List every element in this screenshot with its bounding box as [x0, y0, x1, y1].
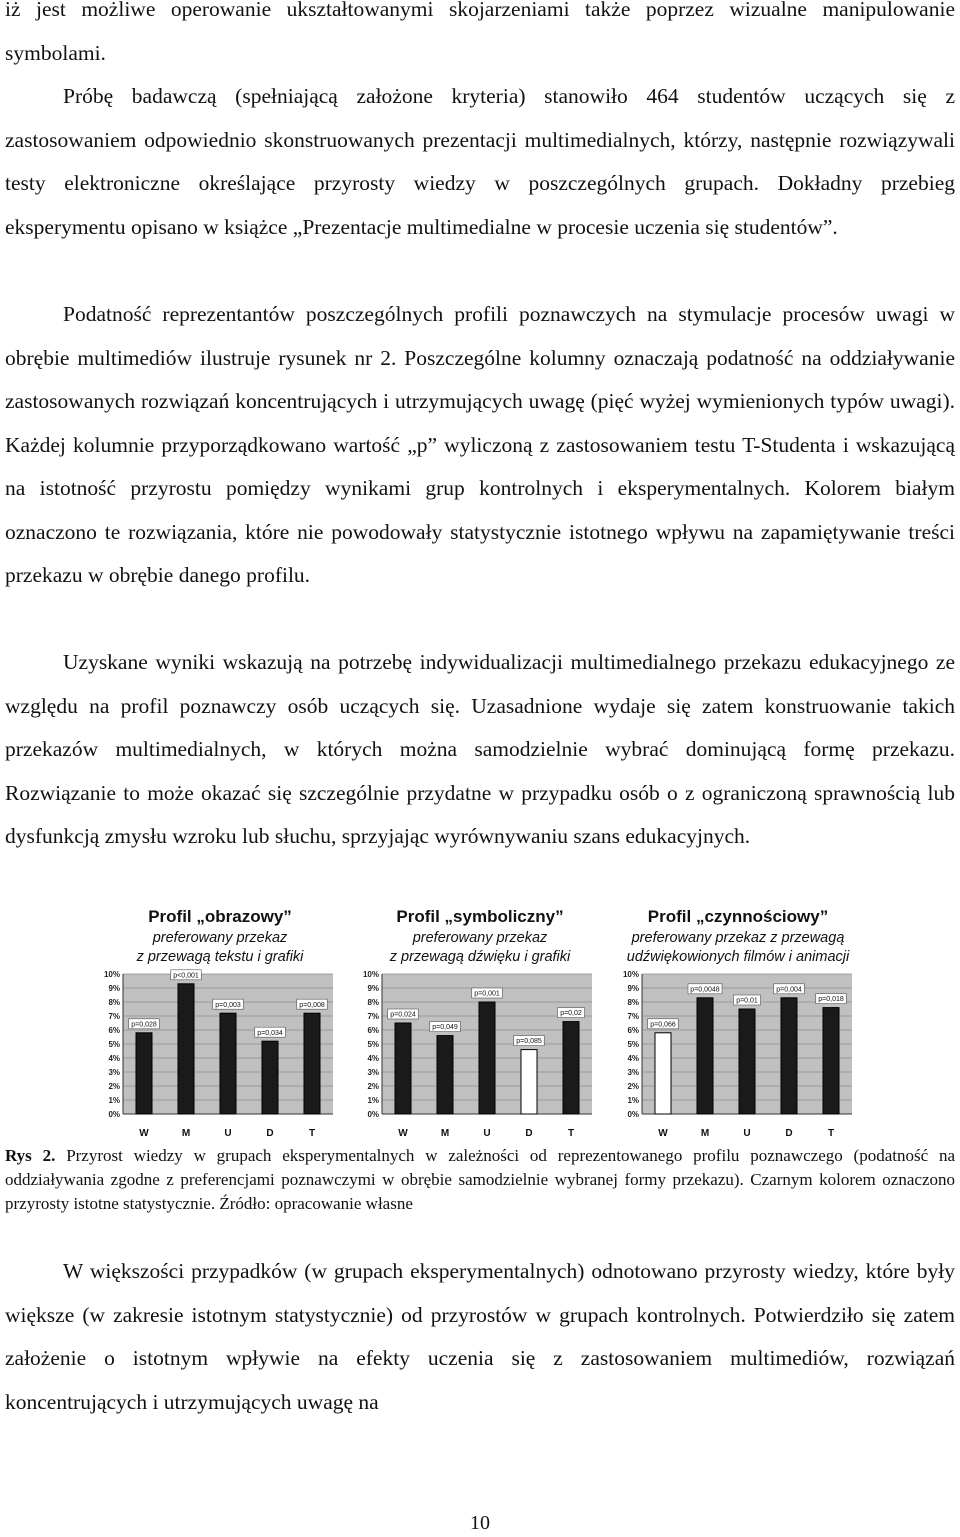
x-category-label: T — [308, 1128, 316, 1139]
y-tick-label: 0% — [108, 1110, 120, 1119]
y-tick-label: 10% — [362, 970, 379, 979]
y-tick-label: 8% — [367, 998, 379, 1007]
x-category-label: U — [483, 1128, 491, 1139]
x-category-label: W — [658, 1128, 668, 1139]
caption-label: Rys 2. — [5, 1146, 56, 1165]
p-value-label: p=0,008 — [299, 1001, 325, 1009]
paragraph-2: Próbę badawczą (spełniającą założone kryteria) stanowiło 464 studentów uczących się z zastosowaniem odpowiednio skonstruowanych prezentacji multimedialnych, którzy, następnie rozwiązywali testy elektroniczne określające przyrosty wiedzy w poszczególnych grupach. Dokładny przebieg eksperymentu opisano w książce „Prezentacje multimedialne w procesie uczenia się studentów”. — [5, 84, 955, 239]
bar — [655, 1033, 671, 1114]
chart-1-header — [80, 905, 360, 967]
bar — [220, 1013, 236, 1114]
bar — [563, 1022, 579, 1114]
p-value-label: p=0,02 — [560, 1010, 582, 1018]
page-number: 10 — [470, 1512, 490, 1534]
bar — [823, 1008, 839, 1114]
chart-2-subtitle-line-1: preferowany przekaz — [412, 930, 548, 946]
paragraph-1: iż jest możliwe operowanie ukształtowanymi skojarzeniami także poprzez wizualne manipulowanie symbolami. — [5, 0, 955, 65]
x-category-label: U — [224, 1128, 232, 1139]
paragraph-4: Uzyskane wyniki wskazują na potrzebę indywidualizacji multimedialnego przekazu edukacyjnego ze względu na profil poznawczy osób uczących się. Uzasadnione wydaje się zatem konstruowanie takich przekazów multimedialnych, w których można samodzielnie wybrać dominującą formę przekazu. Rozwiązanie to może okazać się szczególnie przydatne w przypadku osób o z ograniczoną sprawnością lub dysfunkcją zmysłu wzroku lub słuchu, sprzyjając wyrównywaniu szans edukacyjnych. — [5, 650, 955, 848]
y-tick-label: 1% — [108, 1096, 120, 1105]
x-category-label: U — [743, 1128, 751, 1139]
y-tick-label: 6% — [108, 1026, 120, 1035]
x-category-label: T — [567, 1128, 575, 1139]
paragraph-3: Podatność reprezentantów poszczególnych profili poznawczych na stymulacje procesów uwagi w obrębie multimediów ilustruje rysunek nr 2. Poszczególne kolumny oznaczają podatność na oddziaływanie zastosowanych rozwiązań koncentrujących i utrzymujących uwagę (pięć wyżej wymienionych typów uwagi). Każdej kolumnie przyporządkowano wartość „p” wyliczoną z zastosowaniem testu T-Studenta i wskazującą na istotność przyrostu pomiędzy wynikami grup kontrolnych i eksperymentalnych. Kolorem białym oznaczono te rozwiązania, które nie powodowały statystycznie istotnego wpływu na zapamiętywanie treści przekazu w obrębie danego profilu. — [5, 302, 955, 587]
y-tick-label: 5% — [627, 1040, 639, 1049]
y-tick-label: 10% — [622, 970, 639, 979]
y-tick-label: 8% — [627, 998, 639, 1007]
y-tick-label: 9% — [108, 984, 120, 993]
paragraph-5: W większości przypadków (w grupach eksperymentalnych) odnotowano przyrosty wiedzy, które były większe (w zakresie istotnym statystycznie) od przyrostów w grupach kontrolnych. Potwierdziło się zatem założenie o istotnym wpływie na efekty uczenia się z zastosowaniem multimediów, rozwiązań koncentrujących i utrzymujących uwagę na — [5, 1259, 955, 1414]
chart-3 — [612, 966, 862, 1140]
y-tick-label: 1% — [627, 1096, 639, 1105]
p-value-label: p=0,034 — [257, 1029, 283, 1037]
chart-3-subtitle-line-1: preferowany przekaz z przewagą — [631, 930, 845, 946]
p-value-label: p=0,01 — [736, 997, 758, 1005]
p-value-label: p=0,0048 — [690, 986, 720, 994]
y-tick-label: 5% — [367, 1040, 379, 1049]
y-tick-label: 3% — [108, 1068, 120, 1077]
bar — [437, 1036, 453, 1114]
p-value-label: p=0,028 — [131, 1021, 157, 1029]
x-category-label: D — [525, 1128, 533, 1139]
x-category-label: M — [700, 1128, 710, 1139]
y-tick-label: 7% — [108, 1012, 120, 1021]
chart-2-subtitle-line-2: z przewagą dźwięku i grafiki — [389, 949, 571, 965]
x-category-label: M — [440, 1128, 450, 1139]
bar — [521, 1050, 537, 1114]
bar — [395, 1023, 411, 1114]
bar — [262, 1041, 278, 1114]
chart-1 — [93, 966, 343, 1140]
y-tick-label: 6% — [367, 1026, 379, 1035]
bar — [136, 1033, 152, 1114]
y-tick-label: 0% — [627, 1110, 639, 1119]
bar — [697, 998, 713, 1114]
p-value-label: p=0,004 — [776, 986, 802, 994]
y-tick-label: 2% — [627, 1082, 639, 1091]
p-value-label: p=0,085 — [516, 1038, 542, 1046]
p-value-label: p=0,018 — [818, 996, 844, 1004]
y-tick-label: 8% — [108, 998, 120, 1007]
y-tick-label: 1% — [367, 1096, 379, 1105]
x-category-label: T — [827, 1128, 835, 1139]
bar — [739, 1009, 755, 1114]
y-tick-label: 4% — [627, 1054, 639, 1063]
y-tick-label: 3% — [627, 1068, 639, 1077]
x-category-label: D — [266, 1128, 274, 1139]
chart-2 — [352, 966, 602, 1140]
chart-1-title: Profil „obrazowy” — [148, 907, 292, 926]
x-category-label: D — [785, 1128, 793, 1139]
caption-text: Przyrost wiedzy w grupach eksperymentalnych w zależności od reprezentowanego profilu poznawczego (podatność na oddziaływania zgodne z preferencjami poznawczymi w obrębie samodzielnie wybranej formy przekazu). Czarnym kolorem oznaczono przyrosty istotne statystycznie. Źródło: opracowanie własne — [5, 1146, 956, 1213]
y-tick-label: 7% — [627, 1012, 639, 1021]
figure-caption — [5, 1144, 955, 1216]
y-tick-label: 4% — [108, 1054, 120, 1063]
y-tick-label: 3% — [367, 1068, 379, 1077]
y-tick-label: 2% — [108, 1082, 120, 1091]
p-value-label: p=0,024 — [390, 1011, 416, 1019]
y-tick-label: 9% — [367, 984, 379, 993]
chart-3-title: Profil „czynnościowy” — [647, 907, 829, 926]
y-tick-label: 7% — [367, 1012, 379, 1021]
y-tick-label: 9% — [627, 984, 639, 993]
p-value-label: p=0,049 — [432, 1024, 458, 1032]
y-tick-label: 6% — [627, 1026, 639, 1035]
chart-1-subtitle-line-1: preferowany przekaz — [152, 930, 288, 946]
chart-1-subtitle-line-2: z przewagą tekstu i grafiki — [136, 949, 304, 965]
chart-3-header — [598, 905, 878, 967]
p-value-label: p<0,001 — [173, 972, 199, 980]
y-tick-label: 5% — [108, 1040, 120, 1049]
x-category-label: W — [139, 1128, 149, 1139]
bar — [479, 1002, 495, 1114]
bar — [178, 984, 194, 1114]
bar — [781, 998, 797, 1114]
chart-2-header — [340, 905, 620, 967]
y-tick-label: 0% — [367, 1110, 379, 1119]
y-tick-label: 2% — [367, 1082, 379, 1091]
p-value-label: p=0,066 — [650, 1021, 676, 1029]
y-tick-label: 10% — [103, 970, 120, 979]
p-value-label: p=0,001 — [474, 990, 500, 998]
chart-3-subtitle-line-2: udźwiękowionych filmów i animacji — [626, 949, 850, 965]
p-value-label: p=0,003 — [215, 1001, 241, 1009]
x-category-label: M — [181, 1128, 191, 1139]
x-category-label: W — [398, 1128, 408, 1139]
y-tick-label: 4% — [367, 1054, 379, 1063]
chart-2-title: Profil „symboliczny” — [396, 907, 564, 926]
bar — [304, 1013, 320, 1114]
